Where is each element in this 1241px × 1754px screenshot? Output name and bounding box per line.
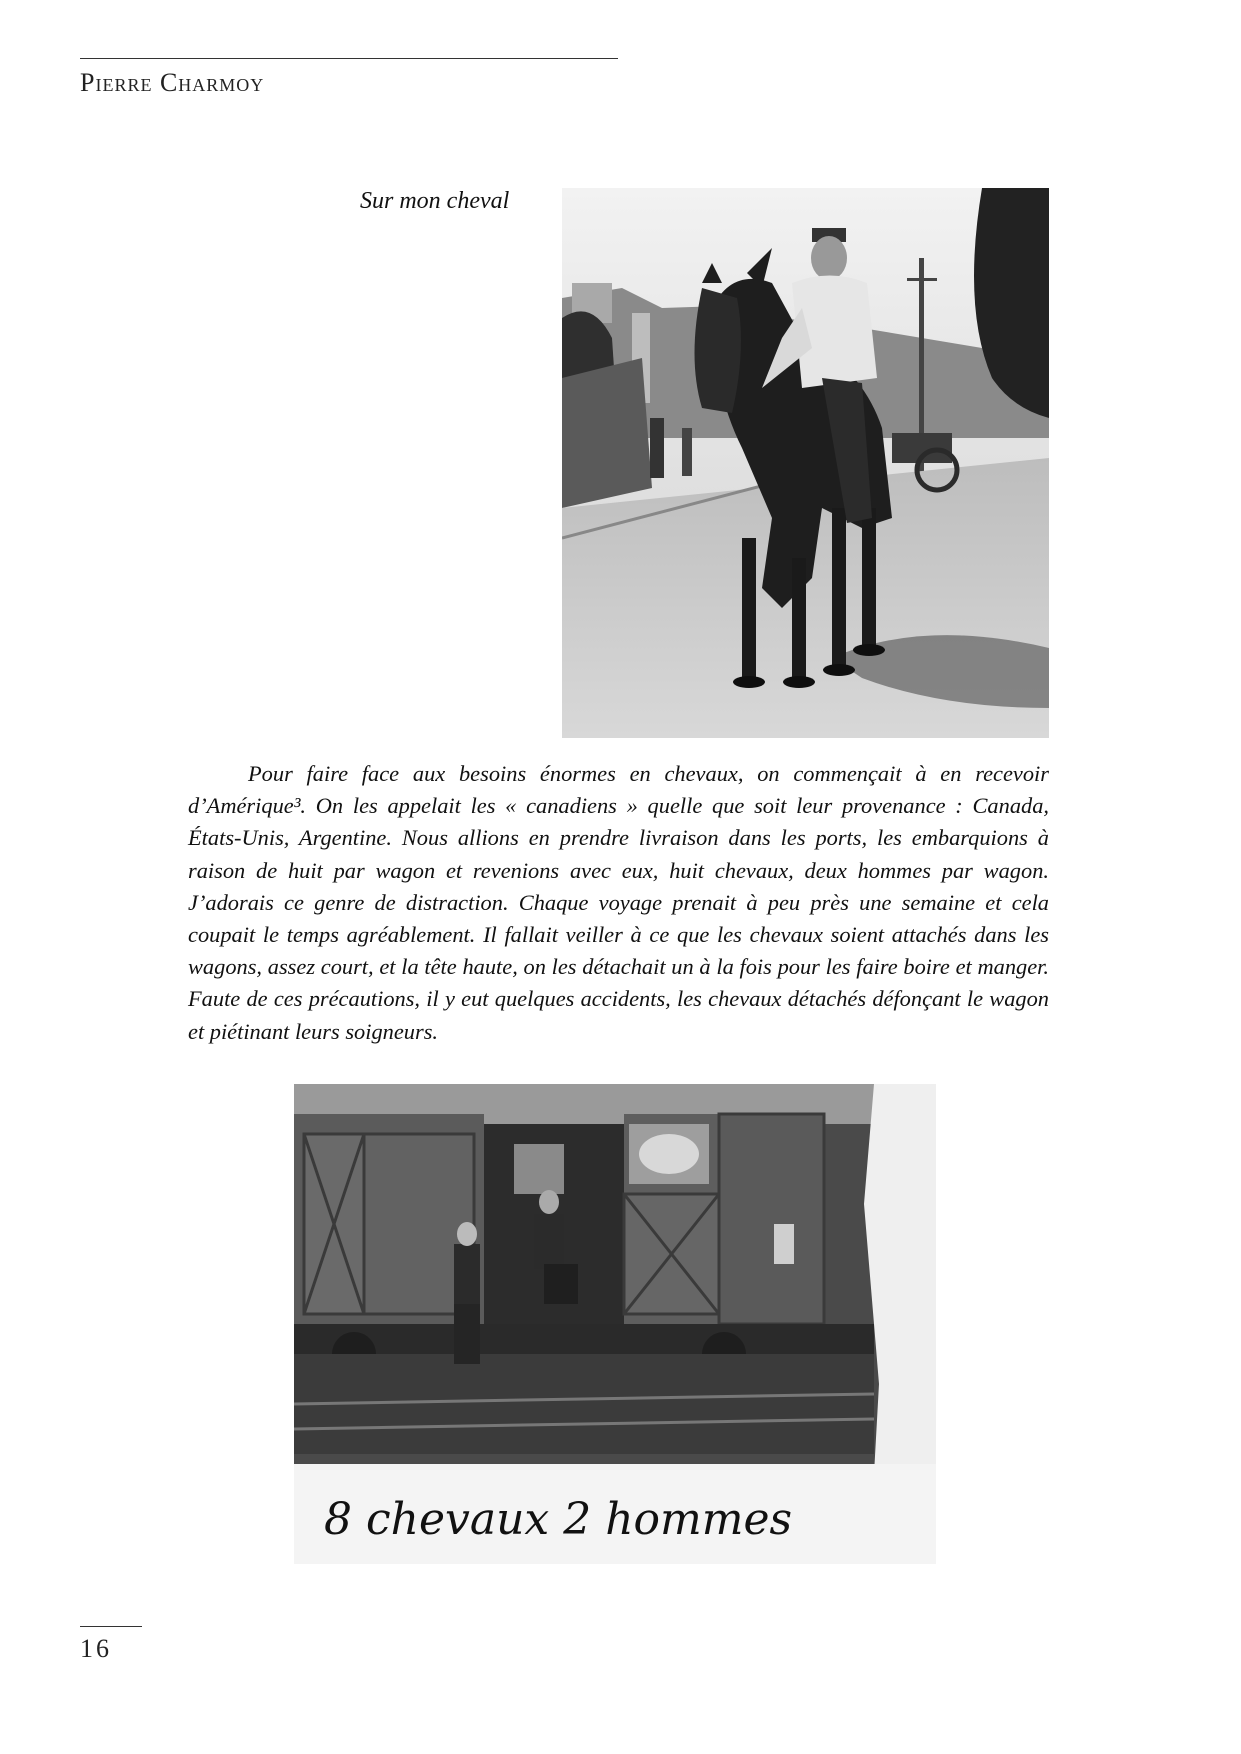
running-head: Pierre Charmoy xyxy=(80,68,265,97)
photo-horse-wagon-image xyxy=(294,1084,936,1564)
photo-soldier-on-horse xyxy=(562,188,1049,738)
wagon-photo-inscription: 8 chevaux 2 hommes xyxy=(324,1494,793,1545)
photo-caption: Sur mon cheval xyxy=(360,188,510,214)
body-paragraph: Pour faire face aux besoins énormes en chevaux, on commençait à en recevoir d’Amérique³. On les appelait les « canadiens » quelle que soit leur provenance : Canada, États-Unis, Argentine. Nous allions en prendre livraison dans les ports, les embarquions à raison de huit par wagon et revenions avec eux, huit chevaux, deux hommes par wagon. J’adorais ce genre de distraction. Chaque voyage prenait à peu près une semaine et cela coupait le temps agréablement. Il fallait veiller à ce que les chevaux soient attachés dans les wagons, assez court, et la tête haute, on les détachait un à la fois pour les faire boire et manger. Faute de ces précautions, il y eut quelques accidents, les chevaux détachés défonçant le wagon et piétinant leurs soigneurs. xyxy=(188,761,1049,1044)
footer-rule xyxy=(80,1626,142,1627)
photo-horse-wagon xyxy=(294,1084,936,1564)
page-number: 16 xyxy=(80,1634,112,1663)
photo-soldier-on-horse-image xyxy=(562,188,1049,738)
header-rule xyxy=(80,58,618,59)
